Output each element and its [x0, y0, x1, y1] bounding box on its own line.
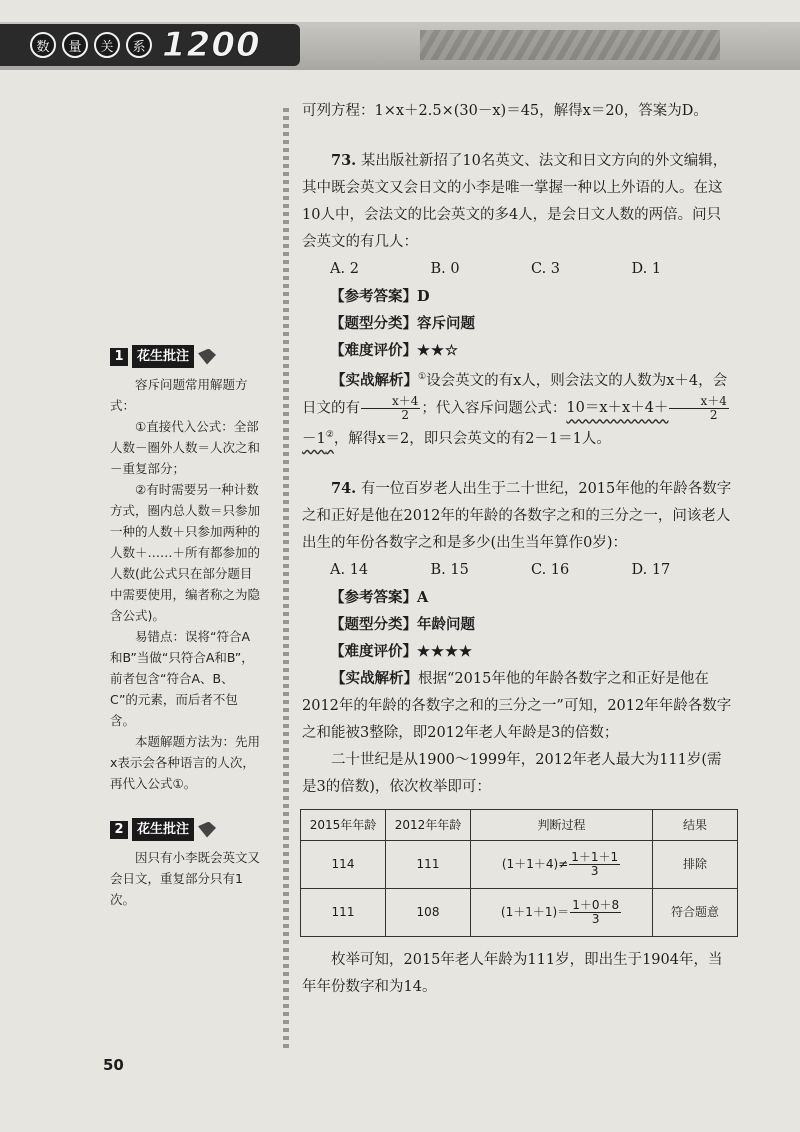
fraction-numerator: x＋4 — [669, 395, 728, 409]
difficulty-row — [302, 337, 732, 364]
fraction — [669, 395, 728, 422]
answer-row — [302, 584, 732, 611]
table-header: 判断过程 — [471, 810, 653, 841]
type-value: 容斥问题 — [417, 315, 475, 332]
note-2-title: 花生批注 — [132, 818, 194, 841]
header-stripe — [420, 30, 720, 60]
table-header: 结果 — [653, 810, 738, 841]
type-label: 【题型分类】 — [330, 616, 417, 634]
type-label: 【题型分类】 — [330, 315, 417, 332]
analysis-label: 【实战解析】 — [331, 371, 418, 389]
analysis-74 — [302, 665, 732, 747]
fraction-denominator: 2 — [709, 407, 718, 422]
fraction — [569, 851, 620, 878]
question-74-options — [302, 557, 732, 584]
question-number: 73. — [331, 152, 357, 169]
table-cell — [471, 841, 653, 889]
fraction — [570, 899, 621, 926]
option: D. 17 — [631, 562, 671, 579]
fraction-denominator: 3 — [590, 864, 599, 879]
table-cell: 111 — [301, 889, 386, 937]
enumeration-table — [300, 809, 738, 937]
question-text: 某出版社新招了10名英文、法文和日文方向的外文编辑，其中既会英文又会日文的小李是唯一掌握一种以上外语的人。在这10人中，会法文的比会英文的多4人，是会日文人数的两倍。问只会英文的有几人： — [302, 153, 728, 250]
fraction-numerator: x＋4 — [361, 395, 420, 409]
option: A. 14 — [330, 562, 369, 579]
type-value: 年龄问题 — [417, 616, 475, 634]
note-ref: ① — [418, 372, 427, 382]
option: A. 2 — [330, 261, 359, 277]
title-char: 量 — [62, 32, 88, 58]
table-header: 2012年年龄 — [386, 810, 471, 841]
analysis-label: 【实战解析】 — [331, 670, 418, 688]
title-char: 系 — [126, 32, 152, 58]
note-1-title: 花生批注 — [132, 345, 194, 368]
table-cell: 108 — [386, 889, 471, 937]
note-1-paragraph: 本题解题方法为：先用x表示会各种语言的人次，再代入公式①。 — [110, 734, 261, 791]
fraction-denominator: 3 — [591, 912, 600, 927]
title-char: 关 — [94, 32, 120, 58]
option: C. 3 — [531, 261, 561, 277]
table-row — [301, 841, 738, 889]
question-73-stem — [302, 147, 732, 256]
note-ref: ② — [325, 430, 334, 441]
type-row — [302, 611, 732, 638]
option: B. 0 — [430, 261, 460, 277]
table-cell: 111 — [386, 841, 471, 889]
question-text: 有一位百岁老人出生于二十世纪，2015年他的年龄各数字之和正好是他在2012年的年龄的各数字之和的三分之一，问该老人出生的年份各数字之和是多少(出生当年算作0岁)： — [302, 481, 732, 552]
note-2-number: 2 — [110, 821, 128, 839]
formula-text: －1 — [302, 431, 326, 448]
expr-text: (1＋1＋1)＝ — [500, 905, 570, 920]
book-title — [30, 26, 261, 64]
note-1-paragraph: ①直接代入公式：全部人数－圈外人数＝人次之和－重复部分； — [110, 419, 261, 476]
peanut-icon — [198, 822, 216, 838]
question-73-options — [302, 256, 732, 283]
table-header-row — [301, 810, 738, 841]
table-cell: 排除 — [653, 841, 738, 889]
analysis-73 — [302, 364, 732, 453]
analysis-text: ；代入容斥问题公式： — [421, 400, 567, 417]
option: D. 1 — [631, 261, 662, 277]
main-column — [302, 98, 732, 1001]
fraction — [361, 395, 420, 422]
fraction-numerator: 1＋0＋8 — [572, 898, 620, 913]
note-2-paragraph: 因只有小李既会英文又会日文，重复部分只有1次。 — [110, 850, 261, 907]
note-1-paragraph: 容斥问题常用解题方式： — [110, 377, 248, 413]
answer-row — [302, 283, 732, 310]
analysis-text: 根据“2015年他的年龄各数字之和正好是他在2012年的年龄的各数字之和的三分之一”可知，2012年年龄各数字之和能被3整除，即2012年老人年龄是3的倍数； — [302, 671, 732, 742]
option: C. 16 — [531, 562, 570, 579]
sidebar-notes — [110, 345, 260, 910]
table-cell — [471, 889, 653, 937]
type-row — [302, 310, 732, 337]
title-char: 数 — [30, 32, 56, 58]
title-number: 1200 — [162, 25, 261, 65]
note-1-paragraph: 易错点：误将“符合A和B”当做“只符合A和B”，前者包含“符合A、B、C”的元素，而后者不包含。 — [110, 629, 254, 728]
peanut-icon — [198, 349, 216, 365]
difficulty-label: 【难度评价】 — [330, 342, 417, 359]
previous-solution-line: 可列方程：1×x＋2.5×(30－x)＝45，解得x＝20，答案为D。 — [302, 103, 708, 119]
difficulty-label: 【难度评价】 — [330, 643, 417, 661]
fraction-numerator: 1＋1＋1 — [571, 850, 619, 865]
page-number: 50 — [103, 1056, 124, 1074]
answer-label: 【参考答案】 — [330, 288, 417, 305]
difficulty-row — [302, 638, 732, 665]
difficulty-stars: ★★★★ — [417, 643, 473, 661]
analysis-text: ，解得x＝2，即只会英文的有2－1＝1人。 — [333, 431, 611, 448]
note-1-header — [110, 345, 260, 368]
note-1-paragraph: ②有时需要另一种计数方式，圈内总人数＝只参加一种的人数＋只参加两种的人数＋……＋所有都参加的人数(此公式只在部分题目中需要使用，编者称之为隐含公式)。 — [110, 482, 261, 623]
table-cell: 符合题意 — [653, 889, 738, 937]
question-number: 74. — [331, 480, 357, 498]
option: B. 15 — [430, 562, 469, 579]
question-74-stem — [302, 475, 732, 557]
expr-text: (1＋1＋4)≠ — [501, 857, 569, 872]
difficulty-stars: ★★☆ — [417, 342, 459, 359]
analysis-text: 设会英文的有x人，则会法文的人数为x＋4，会日文的有 — [302, 372, 728, 417]
conclusion: 枚举可知，2015年老人年龄为111岁，即出生于1904年，当年年份数字和为14。 — [302, 952, 723, 996]
analysis-74-para2: 二十世纪是从1900～1999年，2012年老人最大为111岁(需是3的倍数)，依次枚举即可： — [302, 752, 722, 796]
answer-value: A — [417, 589, 429, 607]
answer-value: D — [417, 288, 430, 305]
note-1-number: 1 — [110, 348, 128, 366]
formula-text: 10＝x＋x＋4＋ — [566, 400, 669, 417]
note-2-header — [110, 818, 260, 841]
table-cell: 114 — [301, 841, 386, 889]
table-header: 2015年年龄 — [301, 810, 386, 841]
table-row — [301, 889, 738, 937]
fraction-denominator: 2 — [401, 407, 410, 422]
answer-label: 【参考答案】 — [330, 589, 417, 607]
column-divider — [283, 108, 289, 1048]
